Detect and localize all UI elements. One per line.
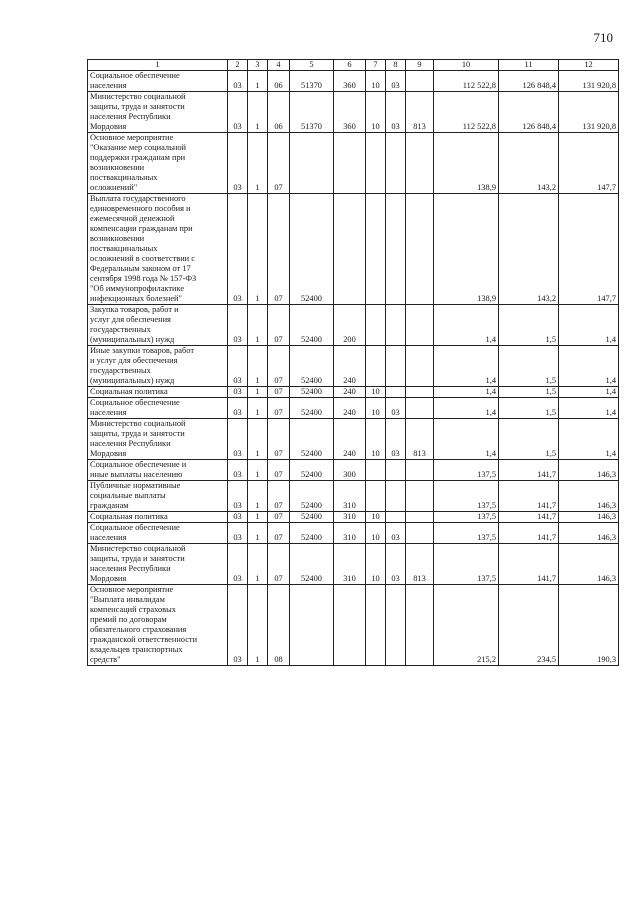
- cell-code: 07: [268, 133, 290, 194]
- cell-amount: 1,5: [499, 419, 559, 460]
- cell-amount: 137,5: [434, 481, 499, 512]
- cell-amount: 1,4: [559, 398, 619, 419]
- cell-code: [366, 305, 386, 346]
- table-row: [88, 419, 619, 460]
- cell-amount: 112 522,8: [434, 71, 499, 92]
- cell-amount: 1,4: [559, 387, 619, 398]
- cell-amount: 1,4: [559, 419, 619, 460]
- cell-code: [290, 133, 334, 194]
- cell-code: [334, 133, 366, 194]
- cell-code: 200: [334, 305, 366, 346]
- cell-amount: 1,4: [434, 419, 499, 460]
- cell-code: 310: [334, 512, 366, 523]
- cell-code: [290, 585, 334, 666]
- cell-code: [406, 512, 434, 523]
- cell-amount: 147,7: [559, 133, 619, 194]
- row-label: Публичные нормативные социальные выплаты гражданам: [88, 481, 228, 512]
- cell-code: 07: [268, 481, 290, 512]
- cell-amount: 234,5: [499, 585, 559, 666]
- cell-code: 300: [334, 460, 366, 481]
- column-header: 5: [290, 60, 334, 71]
- cell-amount: 1,5: [499, 346, 559, 387]
- table-row: [88, 133, 619, 194]
- cell-amount: 190,3: [559, 585, 619, 666]
- cell-code: 03: [228, 585, 248, 666]
- cell-amount: 126 848,4: [499, 71, 559, 92]
- cell-code: 1: [248, 460, 268, 481]
- cell-code: 07: [268, 419, 290, 460]
- cell-code: 52400: [290, 419, 334, 460]
- row-label: Выплата государственного единовременного пособия и ежемесячной денежной компенсации гражданам при возникновении поствакцинальных осложнений в соответствии с Федеральным законом от 17 сентября 1998 года № 157-ФЗ "Об иммунопрофилактике инфекционных болезней": [88, 194, 228, 305]
- cell-amount: 1,4: [559, 305, 619, 346]
- cell-code: [406, 523, 434, 544]
- cell-code: 10: [366, 398, 386, 419]
- cell-code: 1: [248, 305, 268, 346]
- cell-amount: 146,3: [559, 544, 619, 585]
- table-row: [88, 544, 619, 585]
- header-row: [88, 60, 619, 71]
- table-row: [88, 398, 619, 419]
- cell-amount: 141,7: [499, 512, 559, 523]
- cell-code: 52400: [290, 481, 334, 512]
- cell-code: 52400: [290, 305, 334, 346]
- cell-amount: 143,2: [499, 194, 559, 305]
- cell-code: 07: [268, 398, 290, 419]
- cell-code: 10: [366, 71, 386, 92]
- cell-code: [406, 387, 434, 398]
- cell-amount: 141,7: [499, 481, 559, 512]
- cell-code: [406, 346, 434, 387]
- cell-code: 10: [366, 544, 386, 585]
- table-row: [88, 194, 619, 305]
- cell-code: 240: [334, 398, 366, 419]
- cell-code: 03: [228, 523, 248, 544]
- cell-amount: 146,3: [559, 460, 619, 481]
- cell-code: 52400: [290, 523, 334, 544]
- cell-code: 03: [386, 419, 406, 460]
- column-header: 4: [268, 60, 290, 71]
- cell-code: 1: [248, 71, 268, 92]
- row-label: Министерство социальной защиты, труда и занятости населения Республики Мордовия: [88, 92, 228, 133]
- cell-code: 52400: [290, 544, 334, 585]
- cell-amount: 1,4: [434, 398, 499, 419]
- cell-code: [386, 133, 406, 194]
- row-label: Социальное обеспечение населения: [88, 71, 228, 92]
- cell-code: [406, 585, 434, 666]
- cell-code: 03: [386, 544, 406, 585]
- cell-amount: 215,2: [434, 585, 499, 666]
- row-label: Закупка товаров, работ и услуг для обеспечения государственных (муниципальных) нужд: [88, 305, 228, 346]
- row-label: Социальное обеспечение населения: [88, 523, 228, 544]
- cell-code: 52400: [290, 346, 334, 387]
- cell-code: [406, 71, 434, 92]
- cell-code: 360: [334, 71, 366, 92]
- cell-code: [386, 481, 406, 512]
- cell-code: [366, 346, 386, 387]
- cell-amount: 1,4: [434, 387, 499, 398]
- cell-code: [406, 398, 434, 419]
- cell-code: 1: [248, 92, 268, 133]
- cell-amount: 141,7: [499, 544, 559, 585]
- cell-code: [366, 460, 386, 481]
- cell-code: 03: [228, 305, 248, 346]
- cell-code: 1: [248, 419, 268, 460]
- cell-code: [386, 346, 406, 387]
- cell-code: [386, 194, 406, 305]
- cell-code: 03: [228, 481, 248, 512]
- cell-code: 1: [248, 133, 268, 194]
- row-label: Социальное обеспечение населения: [88, 398, 228, 419]
- cell-amount: 131 920,8: [559, 92, 619, 133]
- cell-amount: 137,5: [434, 512, 499, 523]
- cell-code: 52400: [290, 387, 334, 398]
- cell-code: 03: [228, 71, 248, 92]
- cell-code: 1: [248, 387, 268, 398]
- cell-amount: 1,4: [434, 346, 499, 387]
- cell-code: 03: [228, 133, 248, 194]
- cell-code: 03: [228, 419, 248, 460]
- cell-code: 08: [268, 585, 290, 666]
- cell-code: 03: [386, 523, 406, 544]
- cell-code: 1: [248, 544, 268, 585]
- table-row: [88, 460, 619, 481]
- cell-code: 07: [268, 387, 290, 398]
- column-header: 1: [88, 60, 228, 71]
- cell-code: 52400: [290, 460, 334, 481]
- table-row: [88, 305, 619, 346]
- cell-code: [406, 481, 434, 512]
- cell-code: 03: [228, 398, 248, 419]
- cell-code: 10: [366, 387, 386, 398]
- row-label: Министерство социальной защиты, труда и занятости населения Республики Мордовия: [88, 419, 228, 460]
- cell-code: 06: [268, 71, 290, 92]
- column-header: 7: [366, 60, 386, 71]
- cell-amount: 1,5: [499, 398, 559, 419]
- cell-code: [366, 585, 386, 666]
- cell-code: 310: [334, 481, 366, 512]
- cell-code: 360: [334, 92, 366, 133]
- cell-amount: 112 522,8: [434, 92, 499, 133]
- cell-code: 51370: [290, 71, 334, 92]
- cell-code: [386, 512, 406, 523]
- cell-code: 03: [228, 194, 248, 305]
- cell-amount: 137,5: [434, 544, 499, 585]
- cell-code: 07: [268, 512, 290, 523]
- cell-code: 240: [334, 387, 366, 398]
- cell-code: 51370: [290, 92, 334, 133]
- cell-code: [366, 133, 386, 194]
- cell-code: [386, 387, 406, 398]
- row-label: Социальная политика: [88, 512, 228, 523]
- cell-amount: 1,5: [499, 387, 559, 398]
- page-number: 710: [593, 30, 613, 45]
- cell-code: [386, 585, 406, 666]
- cell-code: 52400: [290, 512, 334, 523]
- cell-code: 1: [248, 585, 268, 666]
- cell-code: 06: [268, 92, 290, 133]
- cell-amount: 137,5: [434, 460, 499, 481]
- row-label: Социальное обеспечение и иные выплаты населению: [88, 460, 228, 481]
- cell-amount: 126 848,4: [499, 92, 559, 133]
- cell-code: 07: [268, 305, 290, 346]
- cell-amount: 137,5: [434, 523, 499, 544]
- cell-code: 10: [366, 512, 386, 523]
- row-label: Основное мероприятие "Выплата инвалидам компенсаций страховых премий по договорам обязательного страхования гражданской ответственности владельцев транспортных средств": [88, 585, 228, 666]
- cell-code: 03: [228, 460, 248, 481]
- cell-amount: 1,5: [499, 305, 559, 346]
- cell-code: 03: [228, 92, 248, 133]
- table-row: [88, 481, 619, 512]
- cell-code: 1: [248, 481, 268, 512]
- cell-code: 03: [386, 92, 406, 133]
- cell-code: [334, 194, 366, 305]
- cell-code: 240: [334, 346, 366, 387]
- column-header: 10: [434, 60, 499, 71]
- column-header: 9: [406, 60, 434, 71]
- column-header: 2: [228, 60, 248, 71]
- cell-code: 03: [228, 387, 248, 398]
- table-row: [88, 71, 619, 92]
- cell-code: [366, 194, 386, 305]
- row-label: Социальная политика: [88, 387, 228, 398]
- cell-code: 52400: [290, 398, 334, 419]
- column-header: 3: [248, 60, 268, 71]
- cell-code: 1: [248, 512, 268, 523]
- table-row: [88, 346, 619, 387]
- cell-code: 03: [228, 544, 248, 585]
- cell-amount: 1,4: [559, 346, 619, 387]
- cell-code: 07: [268, 194, 290, 305]
- cell-code: 240: [334, 419, 366, 460]
- cell-code: [406, 133, 434, 194]
- cell-code: 1: [248, 194, 268, 305]
- row-label: Основное мероприятие "Оказание мер социальной поддержки гражданам при возникновении поствакцинальных осложнений": [88, 133, 228, 194]
- cell-amount: 146,3: [559, 481, 619, 512]
- cell-code: [406, 305, 434, 346]
- cell-code: 07: [268, 346, 290, 387]
- cell-code: [386, 305, 406, 346]
- cell-code: 03: [228, 346, 248, 387]
- cell-amount: 131 920,8: [559, 71, 619, 92]
- cell-amount: 143,2: [499, 133, 559, 194]
- cell-amount: 138,9: [434, 133, 499, 194]
- cell-code: 07: [268, 460, 290, 481]
- cell-amount: 141,7: [499, 460, 559, 481]
- cell-code: 03: [386, 398, 406, 419]
- row-label: Иные закупки товаров, работ и услуг для обеспечения государственных (муниципальных) нужд: [88, 346, 228, 387]
- table-row: [88, 523, 619, 544]
- cell-code: 1: [248, 523, 268, 544]
- cell-code: [386, 460, 406, 481]
- column-header: 6: [334, 60, 366, 71]
- table-row: [88, 512, 619, 523]
- cell-code: 10: [366, 92, 386, 133]
- cell-code: 03: [228, 512, 248, 523]
- table-body: [88, 71, 619, 666]
- cell-code: 1: [248, 346, 268, 387]
- cell-amount: 141,7: [499, 523, 559, 544]
- cell-code: 07: [268, 523, 290, 544]
- table-row: [88, 92, 619, 133]
- table-row: [88, 387, 619, 398]
- column-header: 8: [386, 60, 406, 71]
- cell-code: [406, 460, 434, 481]
- cell-amount: 147,7: [559, 194, 619, 305]
- cell-code: 10: [366, 419, 386, 460]
- cell-code: 07: [268, 544, 290, 585]
- cell-code: 310: [334, 544, 366, 585]
- cell-code: 310: [334, 523, 366, 544]
- column-header: 11: [499, 60, 559, 71]
- row-label: Министерство социальной защиты, труда и занятости населения Республики Мордовия: [88, 544, 228, 585]
- cell-code: 52400: [290, 194, 334, 305]
- budget-table: [87, 59, 619, 666]
- cell-code: 03: [386, 71, 406, 92]
- table-row: [88, 585, 619, 666]
- cell-code: 813: [406, 92, 434, 133]
- cell-code: 813: [406, 544, 434, 585]
- cell-amount: 146,3: [559, 523, 619, 544]
- cell-code: 10: [366, 523, 386, 544]
- cell-code: 1: [248, 398, 268, 419]
- cell-amount: 1,4: [434, 305, 499, 346]
- cell-code: 813: [406, 419, 434, 460]
- cell-code: [366, 481, 386, 512]
- cell-code: [406, 194, 434, 305]
- cell-amount: 146,3: [559, 512, 619, 523]
- column-header: 12: [559, 60, 619, 71]
- cell-code: [334, 585, 366, 666]
- cell-amount: 138,9: [434, 194, 499, 305]
